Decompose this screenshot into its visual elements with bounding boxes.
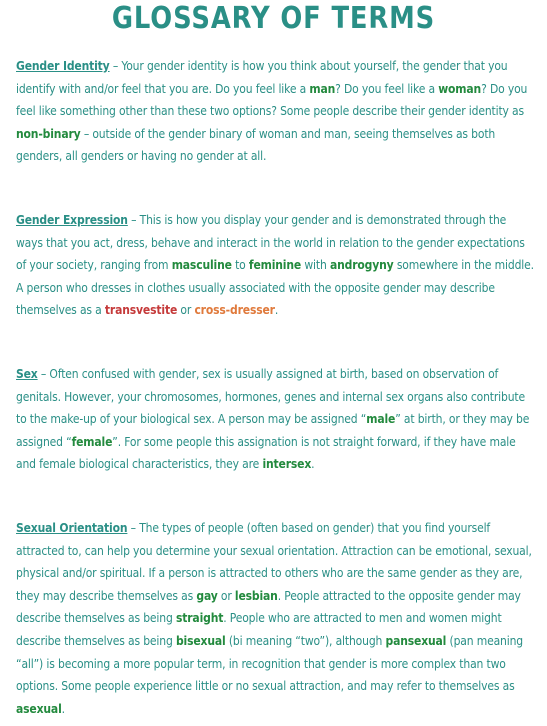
keyword: gay: [196, 588, 218, 603]
keyword: man: [309, 81, 336, 96]
keyword: woman: [438, 81, 482, 96]
definition-text: .: [311, 457, 315, 472]
definition-text: (pan meaning “all”) is becoming a more popular term, in recognition that gender is more complex than two options. Some people experience little or no sexual attraction, and may refer to themselves as: [16, 633, 523, 694]
term-heading: Gender Identity: [16, 59, 110, 73]
definition-text: – Often confused with gender, sex is usually assigned at birth, based on observation of genitals. However, your chromosomes, hormones, genes and internal sex organs also contribute to the make-up of your biological sex. A person may be assigned “: [16, 367, 525, 427]
keyword: non-binary: [16, 126, 81, 141]
definition-text: with: [301, 258, 330, 273]
definition-text: ? Do you feel like a: [335, 81, 439, 96]
keyword: transvestite: [104, 303, 178, 318]
definition-text: .: [274, 303, 279, 318]
keyword: feminine: [248, 258, 302, 273]
keyword: masculine: [171, 258, 232, 273]
definition-text: . People attracted to the opposite gender may describe themselves as being: [16, 588, 521, 626]
keyword: lesbian: [234, 588, 278, 603]
glossary-entry-gender-identity: [16, 55, 536, 168]
term-heading: Sexual Orientation: [16, 521, 128, 535]
definition-text: ? Do you feel like something other than these two options? Some people describe their gender identity as: [16, 81, 528, 119]
definition-text: or: [217, 588, 235, 603]
keyword: androgyny: [329, 258, 394, 273]
page-title: GLOSSARY OF TERMS: [111, 1, 436, 36]
term-heading: Sex: [16, 367, 38, 381]
glossary-entry-gender-expression: [16, 209, 536, 322]
definition-text: . People who are attracted to men and women might describe themselves as being: [16, 611, 502, 648]
definition-text: ”. For some people this assignation is not straight forward, if they have male and female biological characteristics, they are: [16, 434, 516, 472]
keyword: female: [71, 434, 113, 449]
definition-text: – outside of the gender binary of woman and man, seeing themselves as both genders, all genders or having no gender at all.: [16, 126, 496, 164]
keyword: bisexual: [175, 633, 226, 648]
definition-text: (bi meaning “two”), although: [225, 633, 386, 648]
definition-text: – This is how you display your gender and is demonstrated through the ways that you act, dress, behave and interact in the world in relation to the gender expectations of your society, ranging from: [16, 213, 525, 273]
definition-text: – Your gender identity is how you think about yourself, the gender that you identify with and/or feel that you are. Do you feel like a: [16, 59, 508, 96]
definition-text: to: [231, 258, 249, 273]
keyword: intersex: [262, 457, 312, 472]
keyword: pansexual: [385, 633, 447, 648]
definition-text: or: [177, 303, 195, 318]
keyword: male: [366, 412, 396, 427]
term-heading: Gender Expression: [16, 213, 128, 227]
definition-text: – The types of people (often based on gender) that you find yourself attracted to, can help you determine your sexual orientation. Attraction can be emotional, sexual, physical and/or spiritual. If a person is attracted to others who are the same gender as they are, they may describe themselves as: [16, 521, 532, 603]
keyword: straight: [175, 611, 224, 626]
keyword: asexual: [16, 701, 62, 716]
keyword: cross-dresser: [194, 303, 275, 318]
definition-text: .: [61, 701, 65, 716]
glossary-entry-sexual-orientation: [16, 517, 536, 720]
glossary-entry-sex: [16, 363, 536, 476]
definition-text: ” at birth, or they may be assigned “: [16, 412, 530, 449]
definition-text: somewhere in the middle. A person who dresses in clothes usually associated with the opposite gender may describe themselves as a: [16, 258, 534, 318]
